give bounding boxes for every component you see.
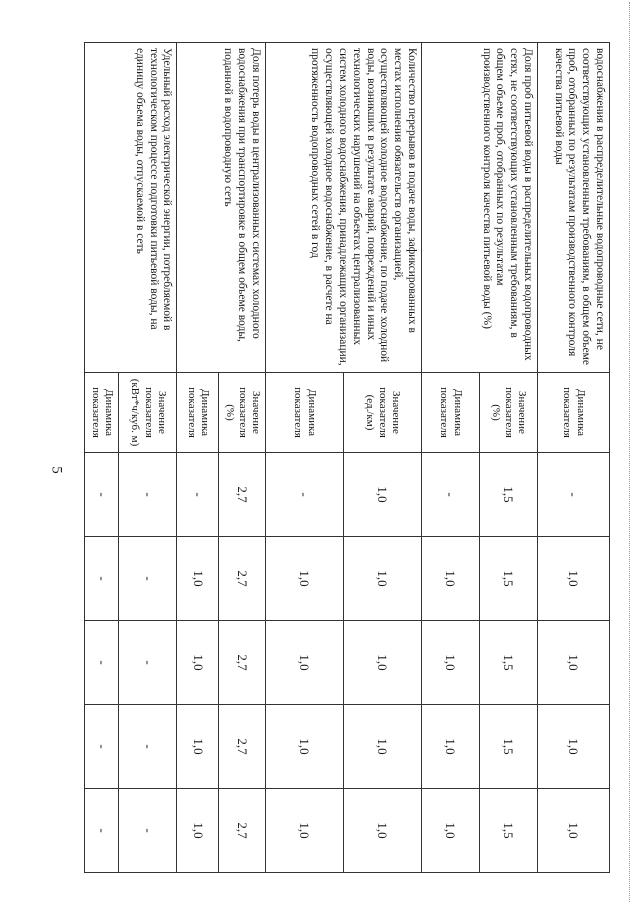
value-cell: 1,0	[422, 789, 480, 873]
value-cell: 1,0	[177, 705, 219, 789]
value-cell: -	[119, 621, 177, 705]
value-cell: 1,0	[422, 621, 480, 705]
value-cell: 1,0	[266, 537, 344, 621]
value-cell: 1,5	[480, 621, 538, 705]
value-cell: -	[538, 453, 610, 537]
value-cell: 1,0	[266, 621, 344, 705]
indicator-cell: Удельный расход электрической энергии, потребляемой в технологическом процессе подготовки питьевой воды, на единицу объема воды, отпускаемой в сеть	[85, 43, 177, 373]
value-cell: -	[119, 789, 177, 873]
value-cell: 1,0	[266, 705, 344, 789]
value-cell: -	[85, 621, 119, 705]
value-cell: 1,0	[344, 705, 422, 789]
unit-cell: Динамика показателя	[266, 373, 344, 453]
table-rotator	[90, 42, 610, 872]
value-cell: -	[422, 453, 480, 537]
value-cell: 2,7	[219, 537, 266, 621]
value-cell: 1,0	[177, 621, 219, 705]
value-cell: 1,0	[344, 537, 422, 621]
value-cell: -	[85, 537, 119, 621]
table-row	[219, 43, 266, 873]
indicators-table	[84, 42, 610, 873]
unit-cell: Значение показателя (ед./км)	[344, 373, 422, 453]
value-cell: 1,0	[344, 453, 422, 537]
unit-cell: Значение показателя (%)	[480, 373, 538, 453]
indicator-cell: Доля потерь воды в централизованных системах холодного водоснабжения при транспортировке в общем объеме воды, поданной в водопроводную сеть	[177, 43, 266, 373]
table-row	[344, 43, 422, 873]
table-row	[480, 43, 538, 873]
value-cell: 2,7	[219, 705, 266, 789]
value-cell: -	[119, 453, 177, 537]
value-cell: 1,5	[480, 537, 538, 621]
indicator-cell: Количество перерывов в подаче воды, зафиксированных в местах исполнения обязательств организацией, осуществляющей холодное водоснабжение, по подаче холодной воды, возникших в результате аварий, повреждений и иных технологических нарушений на объектах централизованных систем холодного водоснабжения, принадлежащих организации, осуществляющей холодное водоснабжение, в расчете на протяженность водопроводных сетей в год	[266, 43, 422, 373]
value-cell: -	[266, 453, 344, 537]
value-cell: 2,7	[219, 789, 266, 873]
rotated-table-area	[90, 42, 640, 872]
unit-cell: Значение показателя (кВт*ч/куб. м)	[119, 373, 177, 453]
value-cell: 1,0	[177, 789, 219, 873]
unit-cell: Динамика показателя	[538, 373, 610, 453]
value-cell: 1,0	[344, 621, 422, 705]
value-cell: 1,5	[480, 705, 538, 789]
value-cell: -	[119, 537, 177, 621]
value-cell: 1,5	[480, 789, 538, 873]
value-cell: -	[119, 705, 177, 789]
value-cell: -	[85, 789, 119, 873]
page-number: 5	[48, 466, 65, 474]
scan-edge-line	[629, 2, 636, 902]
indicator-cell: Доля проб питьевой воды в распределительных водопроводных сетях, не соответствующих установленным требованиям, в общем объеме проб, отобранных по результатам производственного контроля качества питьевой воды (%)	[422, 43, 538, 373]
value-cell: 1,0	[177, 537, 219, 621]
value-cell: 1,0	[266, 789, 344, 873]
value-cell: 1,0	[422, 705, 480, 789]
value-cell: 1,5	[480, 453, 538, 537]
table-row	[119, 43, 177, 873]
value-cell: 2,7	[219, 621, 266, 705]
value-cell: 1,0	[538, 537, 610, 621]
unit-cell: Динамика показателя	[85, 373, 119, 453]
value-cell: -	[85, 453, 119, 537]
unit-cell: Динамика показателя	[177, 373, 219, 453]
value-cell: 1,0	[538, 621, 610, 705]
unit-cell: Динамика показателя	[422, 373, 480, 453]
value-cell: -	[85, 705, 119, 789]
value-cell: 1,0	[422, 537, 480, 621]
unit-cell: Значение показателя (%)	[219, 373, 266, 453]
value-cell: 1,0	[344, 789, 422, 873]
value-cell: 2,7	[219, 453, 266, 537]
value-cell: 1,0	[538, 789, 610, 873]
indicator-cell: водоснабжения в распределительные водопроводные сети, не соответствующих установленным требованиям, в общем объеме проб, отобранных по результатам производственного контроля качества питьевой воды	[538, 43, 610, 373]
table-row	[538, 43, 610, 873]
value-cell: -	[177, 453, 219, 537]
value-cell: 1,0	[538, 705, 610, 789]
